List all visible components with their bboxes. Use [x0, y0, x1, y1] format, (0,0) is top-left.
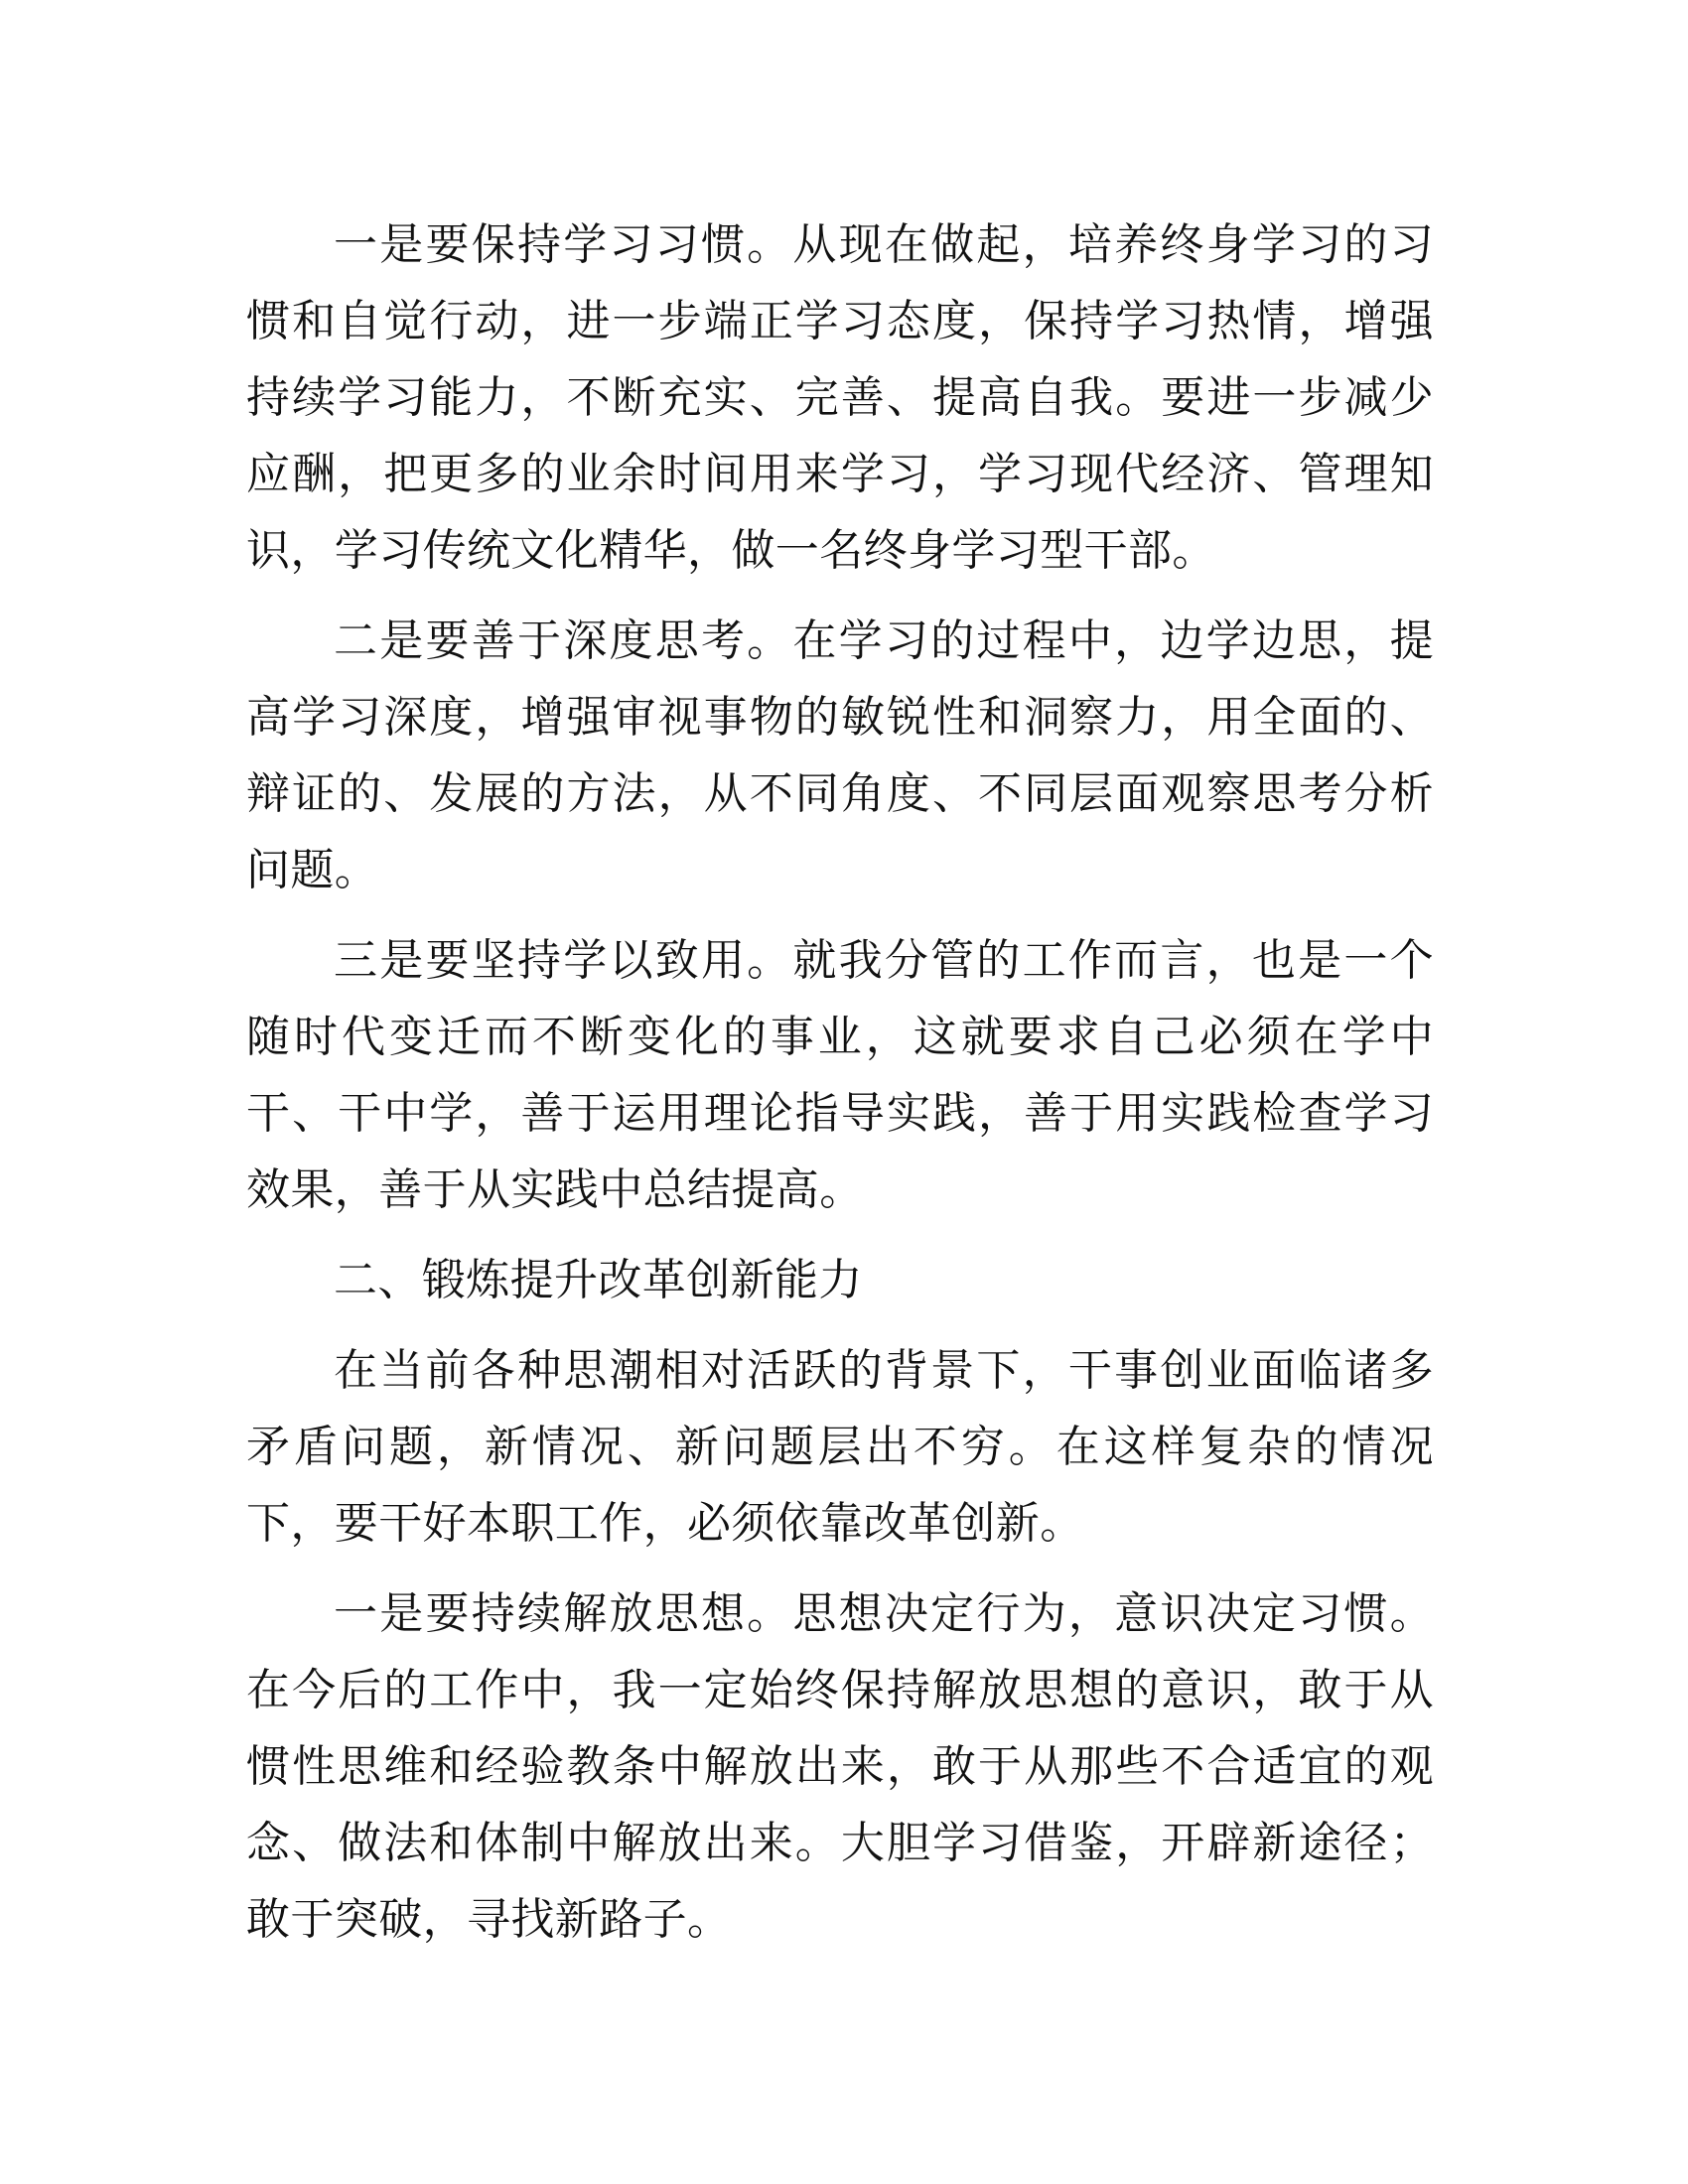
document-body [246, 206, 1434, 1972]
paragraph-deep-thinking: 二是要善于深度思考。在学习的过程中，边学边思，提高学习深度，增强审视事物的敏锐性和洞察力，用全面的、辩证的、发展的方法，从不同角度、不同层面观察思考分析问题。 [246, 615, 1434, 895]
paragraph-context: 在当前各种思潮相对活跃的背景下，干事创业面临诸多矛盾问题，新情况、新问题层出不穷。在这样复杂的情况下，要干好本职工作，必须依靠改革创新。 [246, 1345, 1434, 1549]
paragraph-apply-learning: 三是要坚持学以致用。就我分管的工作而言，也是一个随时代变迁而不断变化的事业，这就要求自己必须在学中干、干中学，善于运用理论指导实践，善于用实践检查学习效果，善于从实践中总结提高。 [246, 935, 1434, 1215]
paragraph-emancipate-mind: 一是要持续解放思想。思想决定行为，意识决定习惯。在今后的工作中，我一定始终保持解放思想的意识，敢于从惯性思维和经验教条中解放出来，敢于从那些不合适宜的观念、做法和体制中解放出来。大胆学习借鉴，开辟新途径；敢于突破，寻找新路子。 [246, 1588, 1434, 1945]
paragraph-keep-learning: 一是要保持学习习惯。从现在做起，培养终身学习的习惯和自觉行动，进一步端正学习态度，保持学习热情，增强持续学习能力，不断充实、完善、提高自我。要进一步减少应酬，把更多的业余时间用来学习，学习现代经济、管理知识，学习传统文化精华，做一名终身学习型干部。 [246, 219, 1434, 576]
section-heading-reform-innovation: 二、锻炼提升改革创新能力 [334, 1255, 863, 1305]
